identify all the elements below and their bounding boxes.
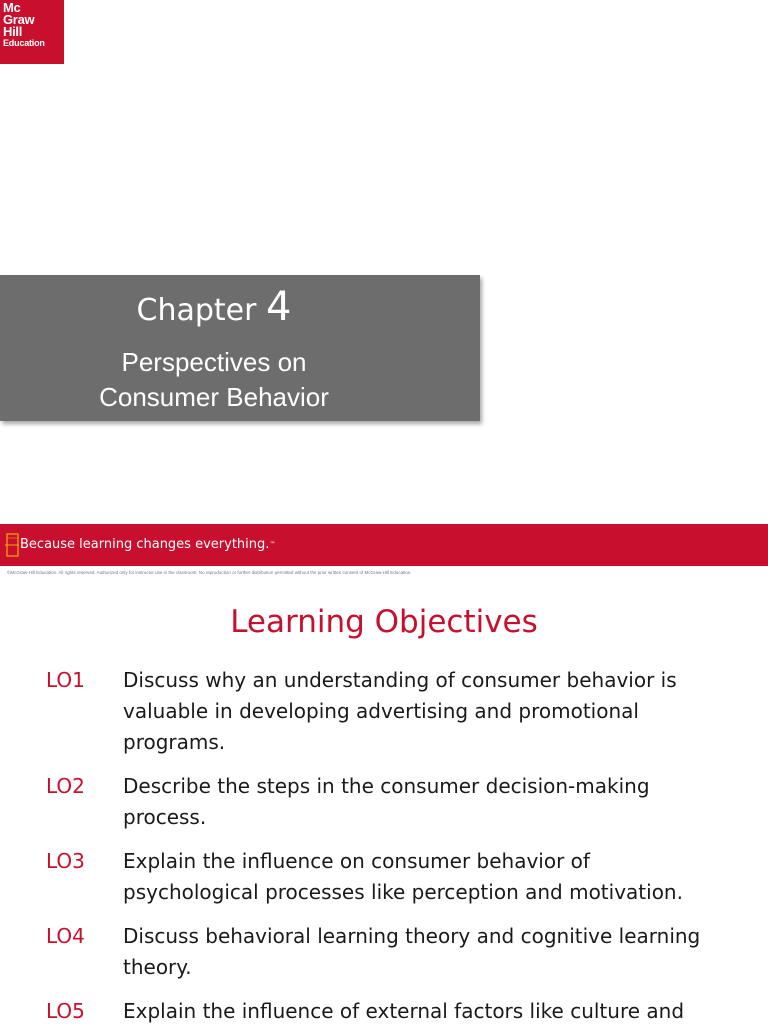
objective-line: valuable in developing advertising and promotional [123, 699, 639, 723]
learning-objectives-heading: Learning Objectives [230, 604, 538, 640]
objective-line: Explain the influence of external factors like culture and [123, 999, 685, 1023]
objective-text [123, 771, 723, 833]
chapter-number: 4 [266, 284, 292, 330]
objective-text [123, 846, 723, 908]
trademark-symbol: ™ [269, 541, 276, 548]
objective-line: psychological processes like perception and motivation. [123, 880, 683, 904]
subtitle-line-1: Perspectives on [121, 347, 307, 377]
learning-objectives-slide [0, 580, 768, 1024]
book-frame-icon [5, 533, 19, 557]
chapter-subtitle [0, 345, 428, 415]
subtitle-line-2: Consumer Behavior [99, 382, 329, 412]
objective-text [123, 665, 723, 758]
chapter-heading [0, 285, 428, 333]
logo-line-1: Mc [3, 0, 21, 15]
copyright-notice: ©McGraw-Hill Education. All rights reserved. Authorized only for instructor use in the classroom. No reproduction or further distribution permitted without the prior written consent of McGraw-Hill Education. [7, 570, 412, 575]
objective-line: Explain the influence on consumer behavior of [123, 849, 590, 873]
objective-line: Describe the steps in the consumer decision-making [123, 774, 650, 798]
objective-code: LO5 [46, 999, 85, 1023]
objective-line: process. [123, 805, 207, 829]
logo-line-3: Hill [3, 24, 23, 39]
logo-line-4: Education [3, 38, 45, 48]
logo-line-2: Graw [3, 12, 35, 27]
objective-code: LO4 [46, 924, 85, 948]
objective-text [123, 921, 723, 983]
tagline-text: Because learning changes everything.™ [20, 537, 276, 552]
objective-code: LO1 [46, 668, 85, 692]
objective-line: Discuss why an understanding of consumer behavior is [123, 668, 677, 692]
objective-line: theory. [123, 955, 192, 979]
objective-line: programs. [123, 730, 226, 754]
objective-code: LO2 [46, 774, 85, 798]
objective-text [123, 996, 723, 1027]
mcgraw-hill-logo [0, 0, 64, 64]
objective-code: LO3 [46, 849, 85, 873]
objective-line: Discuss behavioral learning theory and cognitive learning [123, 924, 701, 948]
tagline-banner [0, 524, 768, 566]
chapter-word: Chapter [136, 293, 257, 328]
chapter-title-box [0, 275, 480, 421]
